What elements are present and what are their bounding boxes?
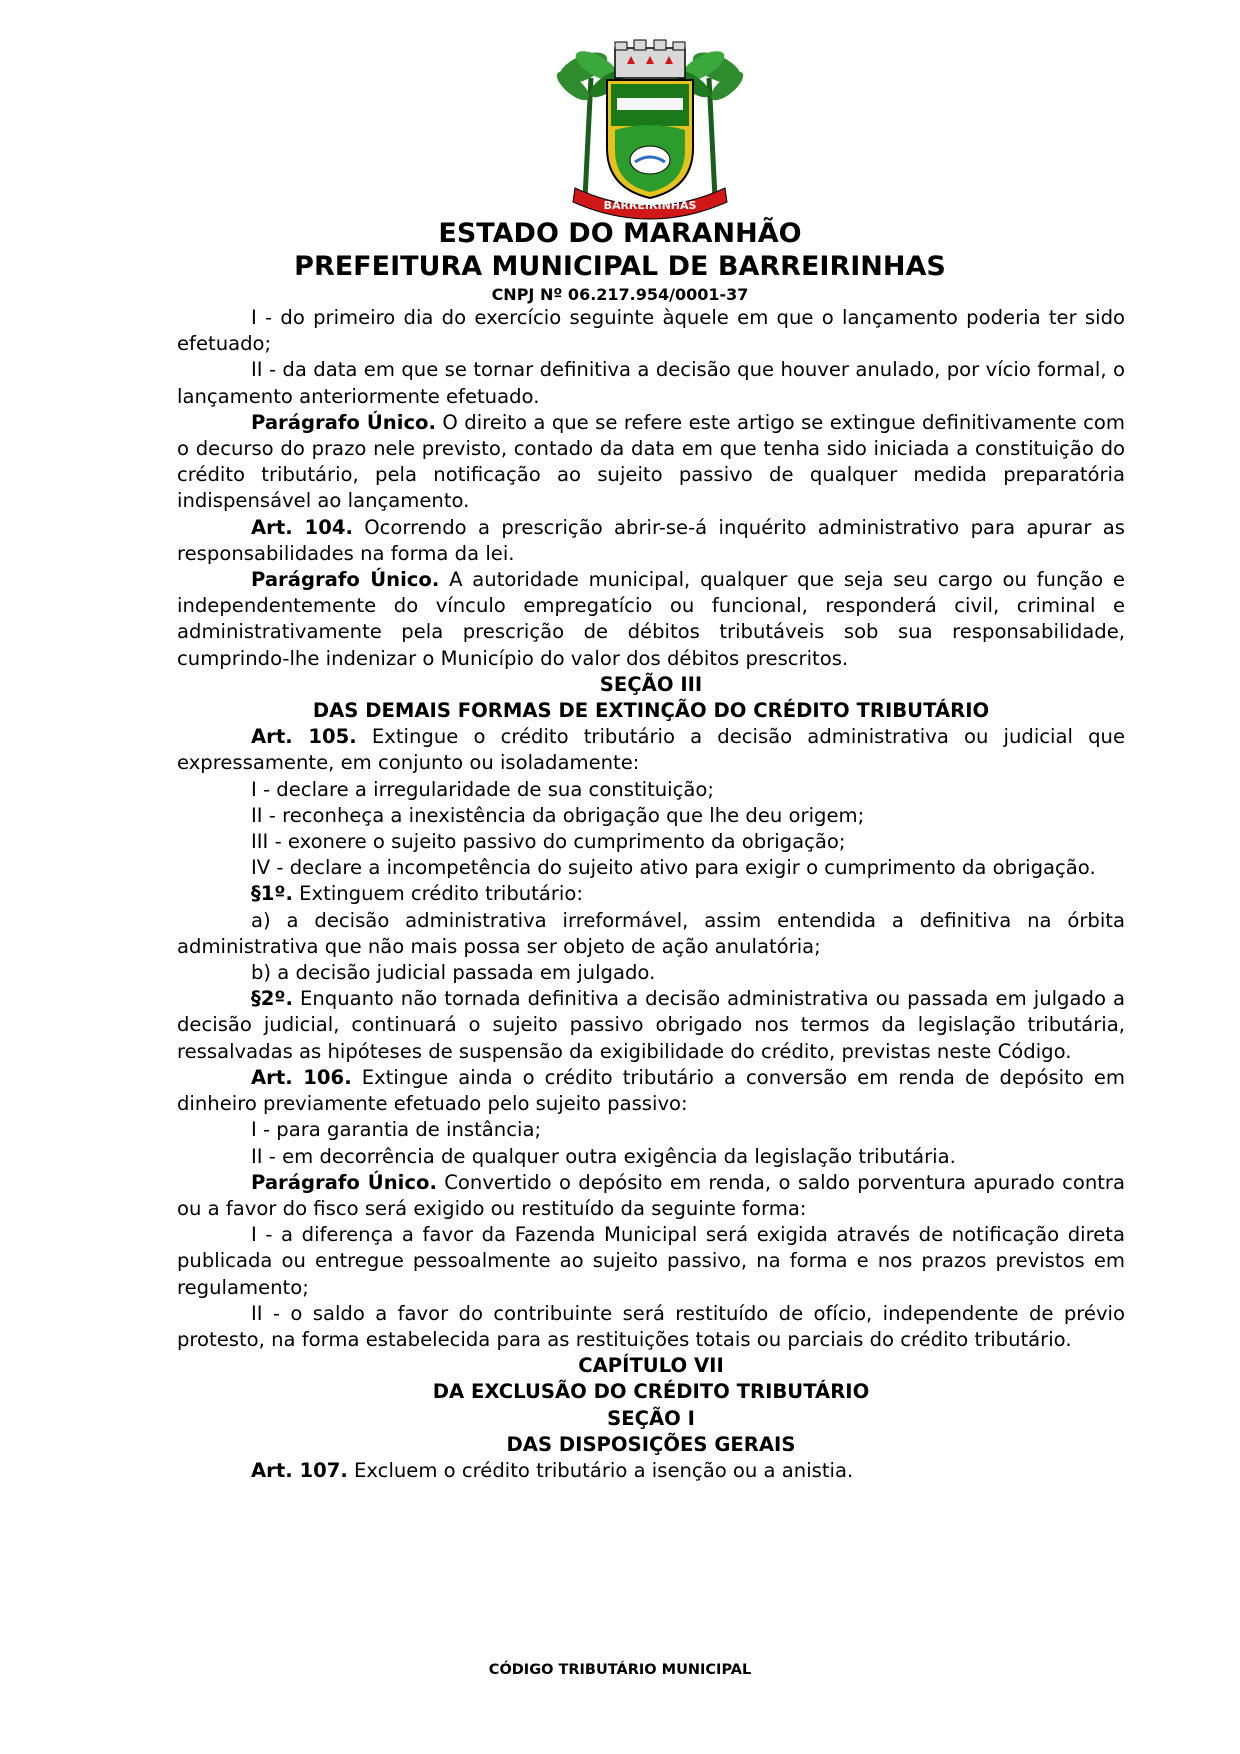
paragraph-unico-1 <box>177 410 1125 515</box>
state-heading: ESTADO DO MARANHÃO <box>438 218 802 249</box>
article-105 <box>177 724 1125 776</box>
paragraph-label: §1º. <box>251 882 293 906</box>
article-106 <box>177 1065 1125 1117</box>
paragraph-2 <box>177 986 1125 1065</box>
item-iv: IV - declare a incompetência do sujeito ativo para exigir o cumprimento da obrigação. <box>251 856 1096 880</box>
article-label: Art. 107. <box>251 1458 348 1482</box>
item-a: a) a decisão administrativa irreformável, assim entendida a definitiva na órbita administrativa que não mais possa ser objeto de ação anulatória; <box>177 908 1125 958</box>
chapter-vii-title: DA EXCLUSÃO DO CRÉDITO TRIBUTÁRIO <box>432 1380 870 1404</box>
article-text: Extingue o crédito tributário a decisão administrativa ou judicial que expressamente, em conjunto ou isoladamente: <box>177 725 1125 775</box>
article-text: Extingue ainda o crédito tributário a conversão em renda de depósito em dinheiro previamente efetuado pelo sujeito passivo: <box>177 1065 1125 1116</box>
paragraph-unico-2 <box>177 567 1125 672</box>
section-iii-heading: SEÇÃO III <box>599 672 703 696</box>
page-footer: CÓDIGO TRIBUTÁRIO MUNICIPAL <box>488 1662 752 1678</box>
mural-crown <box>615 40 685 78</box>
item-ii: II - em decorrência de qualquer outra exigência da legislação tributária. <box>251 1144 956 1168</box>
item-i: I - do primeiro dia do exercício seguinte àquele em que o lançamento poderia ter sido efetuado; <box>177 306 1125 356</box>
paragraph-text: Enquanto não tornada definitiva a decisão administrativa ou passada em julgado a decisão judicial, continuará o sujeito passivo obrigado nos termos da legislação tributária, ressalvadas as hipóteses de suspensão da exigibilidade do crédito, previstas neste Código. <box>177 987 1125 1063</box>
section-iii-title: DAS DEMAIS FORMAS DE EXTINÇÃO DO CRÉDITO TRIBUTÁRIO <box>312 699 990 723</box>
article-label: Art. 105. <box>251 725 357 749</box>
shield <box>607 80 693 198</box>
article-text: Ocorrendo a prescrição abrir-se-á inquérito administrativo para apurar as responsabilidades na forma da lei. <box>177 515 1125 565</box>
paragraph-1 <box>177 881 1125 907</box>
article-text: Excluem o crédito tributário a isenção ou a anistia. <box>347 1458 854 1482</box>
article-label: Art. 104. <box>251 515 353 539</box>
paragraph-text: Extinguem crédito tributário: <box>292 882 583 906</box>
document-body <box>177 305 1125 1484</box>
item-b: b) a decisão judicial passada em julgado. <box>251 961 656 985</box>
municipality-heading: PREFEITURA MUNICIPAL DE BARREIRINHAS <box>294 251 946 282</box>
paragraph-label: Parágrafo Único. <box>251 1170 437 1194</box>
paragraph-text: O direito a que se refere este artigo se extingue definitivamente com o decurso do prazo nele previsto, contado da data em que tenha sido iniciada a constituição do crédito tributário, pela notificação ao sujeito passivo de qualquer medida preparatória indispensável ao lançamento. <box>177 410 1125 513</box>
chapter-vii-heading: CAPÍTULO VII <box>578 1354 724 1378</box>
article-107 <box>177 1458 1125 1484</box>
paragraph-label: Parágrafo Único. <box>251 410 436 434</box>
item-ii: II - reconheça a inexistência da obrigação que lhe deu origem; <box>251 803 865 827</box>
item-i: I - a diferença a favor da Fazenda Municipal será exigida através de notificação direta publicada ou entregue pessoalmente ao sujeito passivo, na forma e nos prazos previstos em regulamento; <box>177 1223 1125 1299</box>
article-label: Art. 106. <box>251 1065 352 1089</box>
paragraph-text: A autoridade municipal, qualquer que seja seu cargo ou função e independentemente do vínculo empregatício ou funcional, responderá civil, criminal e administrativamente pela prescrição de débitos tributáveis sob sua responsabilidade, cumprindo-lhe indenizar o Município do valor dos débitos prescritos. <box>177 568 1125 670</box>
item-i: I - declare a irregularidade de sua constituição; <box>251 777 714 801</box>
paragraph-label: §2º. <box>251 987 293 1011</box>
item-i: I - para garantia de instância; <box>251 1118 542 1142</box>
item-iii: III - exonere o sujeito passivo do cumprimento da obrigação; <box>251 830 846 854</box>
svg-text:BARREIRINHAS: BARREIRINHAS <box>603 199 697 212</box>
item-ii: II - da data em que se tornar definitiva a decisão que houver anulado, por vício formal, o lançamento anteriormente efetuado. <box>177 358 1125 408</box>
article-104 <box>177 515 1125 567</box>
item-ii: II - o saldo a favor do contribuinte será restituído de ofício, independente de prévio protesto, na forma estabelecida para as restituições totais ou parciais do crédito tributário. <box>177 1301 1125 1351</box>
cnpj-line: CNPJ Nº 06.217.954/0001-37 <box>491 285 749 304</box>
municipal-coat-of-arms <box>555 38 745 222</box>
section-i-title: DAS DISPOSIÇÕES GERAIS <box>506 1432 796 1456</box>
paragraph-text: Convertido o depósito em renda, o saldo porventura apurado contra ou a favor do fisco será exigido ou restituído da seguinte forma: <box>177 1170 1125 1220</box>
section-i-heading: SEÇÃO I <box>607 1406 695 1430</box>
paragraph-label: Parágrafo Único. <box>251 568 440 592</box>
paragraph-unico-3 <box>177 1170 1125 1222</box>
